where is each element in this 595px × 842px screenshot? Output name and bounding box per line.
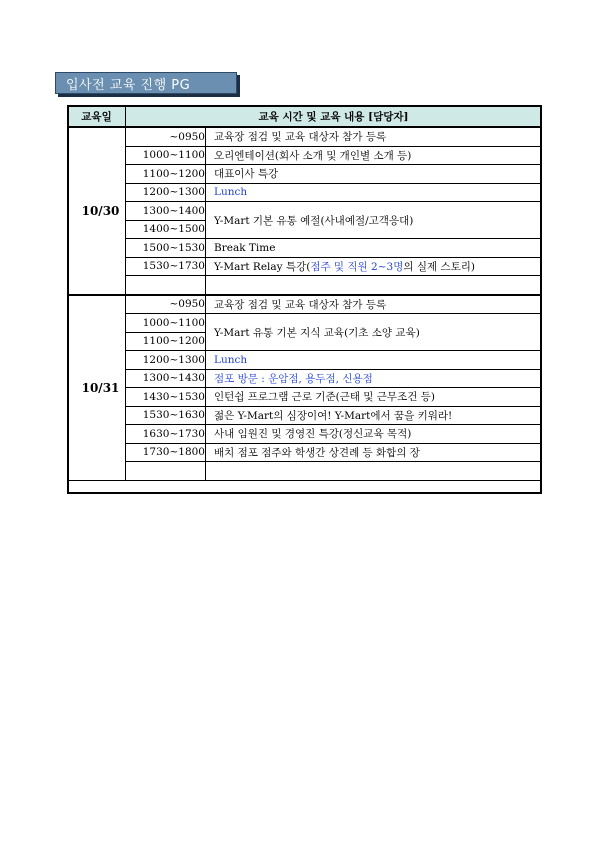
time-cell: 1100~1200 bbox=[126, 332, 206, 351]
time-cell: 1400~1500 bbox=[126, 220, 206, 239]
table-header-row bbox=[68, 106, 542, 128]
time-cell: 1630~1730 bbox=[126, 425, 206, 444]
content-cell: 대표이사 특강 bbox=[206, 165, 542, 184]
date-cell-day1: 10/30 bbox=[68, 127, 126, 295]
time-cell: 1200~1300 bbox=[126, 351, 206, 370]
time-cell: 1100~1200 bbox=[126, 165, 206, 184]
time-cell: 1730~1800 bbox=[126, 443, 206, 462]
content-cell-lunch: Lunch bbox=[206, 183, 542, 202]
content-cell bbox=[206, 462, 542, 481]
section-title-banner bbox=[55, 72, 237, 94]
section-title: 입사전 교육 진행 PG bbox=[66, 78, 191, 93]
table-row bbox=[68, 406, 542, 425]
time-cell bbox=[126, 276, 206, 295]
time-cell: ~0950 bbox=[126, 295, 206, 314]
table-row-empty bbox=[68, 276, 542, 295]
time-cell: 1430~1530 bbox=[126, 388, 206, 407]
content-cell: 오리엔테이션(회사 소개 및 개인별 소개 등) bbox=[206, 146, 542, 165]
content-cell bbox=[206, 257, 542, 276]
content-highlight: 점주 및 직원 2~3명 bbox=[310, 260, 404, 273]
header-date: 교육일 bbox=[68, 106, 126, 128]
table-row bbox=[68, 183, 542, 202]
schedule-table bbox=[67, 105, 542, 481]
content-cell bbox=[206, 276, 542, 295]
content-cell: Y-Mart 기본 유통 예절(사내예절/고객응대) bbox=[206, 202, 542, 239]
time-cell: 1530~1630 bbox=[126, 406, 206, 425]
time-cell: 1000~1100 bbox=[126, 314, 206, 333]
table-row bbox=[68, 257, 542, 276]
table-row bbox=[68, 314, 542, 333]
table-row bbox=[68, 369, 542, 388]
table-row bbox=[68, 146, 542, 165]
content-cell-lunch: Lunch bbox=[206, 351, 542, 370]
table-row bbox=[68, 239, 542, 258]
time-cell: 1000~1100 bbox=[126, 146, 206, 165]
time-cell: 1200~1300 bbox=[126, 183, 206, 202]
time-cell bbox=[126, 462, 206, 481]
table-row bbox=[68, 443, 542, 462]
table-row bbox=[68, 351, 542, 370]
content-text: 의 실제 스토리) bbox=[403, 260, 475, 273]
content-cell-store-visit: 점포 방문 : 운암점, 용두점, 신용점 bbox=[206, 369, 542, 388]
content-text: Y-Mart Relay 특강( bbox=[214, 260, 311, 273]
date-cell-day2: 10/31 bbox=[68, 295, 126, 481]
content-cell: 사내 임원진 및 경영진 특강(정신교육 목적) bbox=[206, 425, 542, 444]
content-cell: 교육장 점검 및 교육 대상자 참가 등록 bbox=[206, 295, 542, 314]
content-cell: 교육장 점검 및 교육 대상자 참가 등록 bbox=[206, 127, 542, 146]
table-row bbox=[68, 202, 542, 221]
section-title-box bbox=[55, 72, 237, 94]
content-cell: 젊은 Y-Mart의 심장이여! Y-Mart에서 꿈을 키워라! bbox=[206, 406, 542, 425]
content-cell: Y-Mart 유통 기본 지식 교육(기초 소양 교육) bbox=[206, 314, 542, 351]
table-row-empty bbox=[68, 462, 542, 481]
time-cell: 1530~1730 bbox=[126, 257, 206, 276]
table-row bbox=[68, 165, 542, 184]
header-content: 교육 시간 및 교육 내용 [담당자] bbox=[126, 106, 542, 128]
time-cell: 1300~1430 bbox=[126, 369, 206, 388]
table-row bbox=[68, 425, 542, 444]
time-cell: 1300~1400 bbox=[126, 202, 206, 221]
time-cell: ~0950 bbox=[126, 127, 206, 146]
content-cell: 인턴쉽 프로그램 근로 기준(근태 및 근무조건 등) bbox=[206, 388, 542, 407]
content-cell: 배치 점포 점주와 학생간 상견례 등 화합의 장 bbox=[206, 443, 542, 462]
table-row bbox=[68, 295, 542, 314]
content-cell: Break Time bbox=[206, 239, 542, 258]
time-cell: 1500~1530 bbox=[126, 239, 206, 258]
table-row bbox=[68, 127, 542, 146]
table-row bbox=[68, 388, 542, 407]
